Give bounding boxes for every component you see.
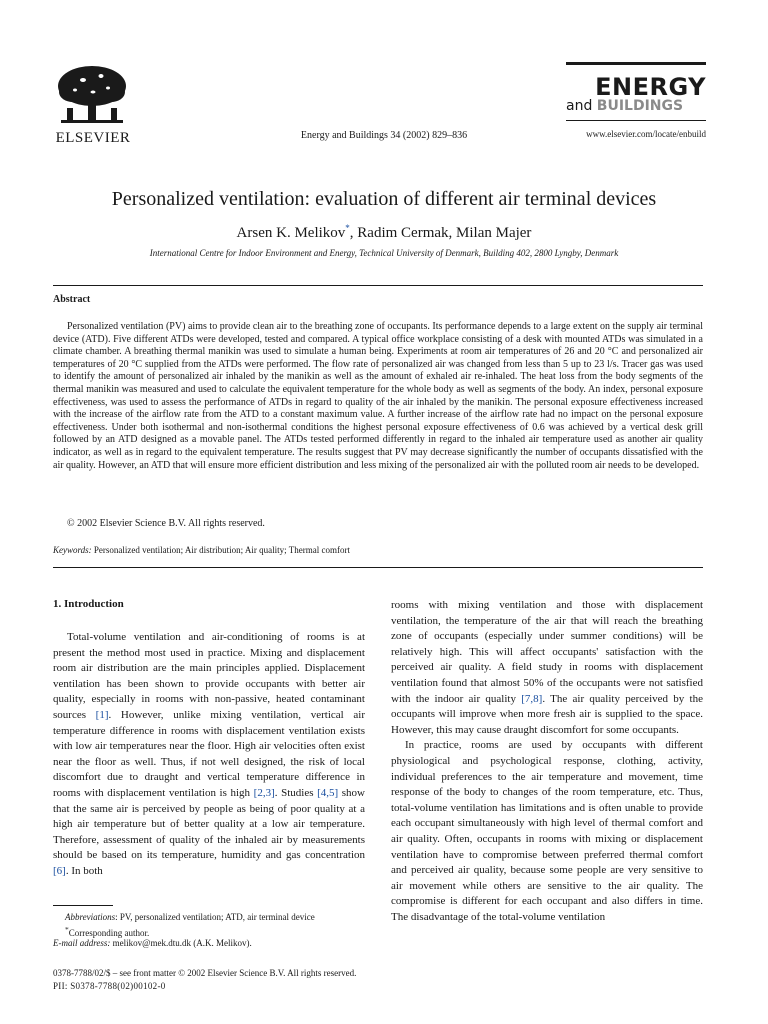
abstract-text: Personalized ventilation (PV) aims to provide clean air to the breathing zone of occupants. Its performance depends to a large extent on the supply air terminal device (ATD). Five different ATDs were developed, tested and compared. A typical office workplace consisting of a desk with mounted ATDs was simulated in a climate chamber. A breathing thermal manikin was used to simulate a human being. Experiments at room air temperatures of 26 and 20 °C and personalized air temperatures of 20 °C supplied from the ATDs were performed. The flow rate of personalized air was changed from less than 5 up to 23 l/s. Tracer gas was used to identify the amount of personalized air inhaled by the manikin as well as the amount of exhaled air re-inhaled. The heat loss from the body segments of the thermal manikin was measured and used to calculate the equivalent temperature for the whole body as well as segments of the body. An index, personal exposure effectiveness, was used to assess the performance of ATDs in regard to quality of the air inhaled by the manikin. The personal exposure effectiveness increased with the increase of the airflow rate from the ATD to a constant maximum value. A further increase of the airflow rate had no impact on the personal exposure effectiveness. Under both isothermal and non-isothermal conditions the highest personal exposure effectiveness of 0.6 was achieved by a vertical desk grill followed by an ATD designed as a movable panel. The ATDs tested performed differently in regard to the inhaled air temperature used as another air quality indicator, as well as in regard to the equivalent temperature. The results suggest that PV may decrease significantly the number of occupants dissatisfied with the air quality. However, an ATD that will ensure more efficient distribution and less mixing of the personalized air with the polluted room air needs to be developed. (53, 321, 703, 471)
intro-text: rooms with mixing ventilation and those with displacement ventilation, the temperature of the air that will reach the breathing zone of occupants (especially under summer conditions) will be relatively high. This will affect occupants' satisfaction with the perceived air quality. A field study in rooms with displacement ventilation found that almost 50% of the occupants were not satisfied with the indoor air quality (391, 599, 703, 705)
footnote-label: E-mail address: (53, 938, 111, 948)
citation-link[interactable]: [6] (53, 864, 66, 877)
issn-line: 0378-7788/02/$ – see front matter © 2002 Elsevier Science B.V. All rights reserved. (53, 968, 357, 978)
journal-url[interactable]: www.elsevier.com/locate/enbuild (586, 129, 706, 140)
pii-line: PII: S0378-7788(02)00102-0 (53, 981, 166, 991)
abstract-copyright: © 2002 Elsevier Science B.V. All rights reserved. (67, 518, 265, 529)
footnote-abbreviations (65, 912, 315, 922)
intro-text: . The air quality perceived by the occupants will improve when more fresh air is supplied to the space. However, this may cause draught discomfort for some occupants. (391, 692, 703, 736)
journal-masthead (566, 62, 706, 139)
intro-paragraph-1-cont (391, 598, 703, 738)
abstract-top-rule (53, 285, 703, 286)
footnote-label: Abbreviations (65, 912, 116, 922)
author-affiliation: International Centre for Indoor Environment and Energy, Technical University of Denmark, Building 402, 2800 Lyngby, Denmark (149, 248, 619, 258)
left-column (53, 630, 365, 880)
journal-name-buildings-word: BUILDINGS (596, 98, 684, 114)
citation-link[interactable]: [7,8] (521, 692, 543, 705)
article-title: Personalized ventilation: evaluation of different air terminal devices (111, 188, 657, 210)
intro-text: show that the same air is perceived by people as being of poor quality at a high air temperature but of better quality at a low air temperature. Therefore, assessment of quality of the inhaled air by measurements should be based on its temperature, humidity and gas concentration (53, 786, 365, 862)
masthead-rule-thin (566, 120, 706, 121)
right-column (391, 598, 703, 925)
intro-paragraph-2: In practice, rooms are used by occupants with different physiological and psychological response, clothing, activity, individual preferences to the air temperature and movement, time response of the body to changes of the room temperature, etc. Thus, total-volume ventilation has limitations and is often unable to provide each occupant simultaneously with high level of thermal comfort and air quality. Often, occupants in rooms with mixing or displacement ventilation have to compromise between preferred thermal comfort and perceived air quality, because some people are very sensitive to air movement while others are sensitive to the air quality. The compromise is different for each occupant and also differs in time. The disadvantage of the total-volume ventilation (391, 739, 703, 923)
corresponding-author-mark[interactable]: * (345, 223, 350, 233)
citation-link[interactable]: [4,5] (317, 786, 339, 799)
citation-link[interactable]: [1] (95, 708, 109, 721)
keywords-bottom-rule (53, 567, 703, 568)
intro-text: . However, unlike mixing ventilation, vertical air temperature difference in rooms with displacement ventilation exists with low air temperatures near the floor. High air velocities often exist near the floor as well. Thus, if not well designed, the risk of local discomfort due to draught and vertical temperature difference in rooms with displacement ventilation is high (53, 708, 365, 799)
footnote-text: Corresponding author. (68, 928, 150, 938)
journal-name-and: and (566, 98, 597, 114)
footnote-text: : PV, personalized ventilation; ATD, air terminal device (115, 912, 315, 922)
journal-name-energy: ENERGY (595, 73, 706, 101)
publisher-name: ELSEVIER (55, 130, 131, 146)
citation-link[interactable]: [2,3] (253, 786, 275, 799)
email-link[interactable]: melikov@mek.dtu.dk (A.K. Melikov). (110, 938, 252, 948)
abstract-heading: Abstract (53, 294, 91, 305)
keywords-label: Keywords: (53, 545, 92, 555)
intro-text: . Studies (274, 786, 318, 799)
footnote-email (53, 938, 252, 948)
journal-name-buildings (566, 99, 706, 114)
keywords-text: Personalized ventilation; Air distribution; Air quality; Thermal comfort (91, 545, 350, 555)
author-1: Arsen K. Melikov (236, 225, 346, 241)
article-authors (0, 223, 768, 242)
journal-reference: Energy and Buildings 34 (2002) 829–836 (300, 130, 468, 141)
intro-text: . In both (65, 864, 103, 877)
other-authors: , Radim Cermak, Milan Majer (349, 225, 532, 241)
footnote-corresponding (65, 925, 149, 938)
footnote-rule (53, 905, 113, 906)
intro-paragraph-1 (53, 630, 365, 880)
elsevier-tree-icon (53, 62, 131, 128)
masthead-rule (566, 62, 706, 65)
intro-text: Total-volume ventilation and air-conditioning of rooms is at present the method most used in practice. Mixing and displacement room air distribution are the main principles applied. Displacement ventilation has been shown to provide occupants with better air quality, especially in rooms with non-passive, heated contaminant sources (53, 631, 365, 721)
footnote-mark: * (65, 925, 69, 934)
section-heading: 1. Introduction (53, 598, 124, 610)
keywords (53, 545, 350, 555)
